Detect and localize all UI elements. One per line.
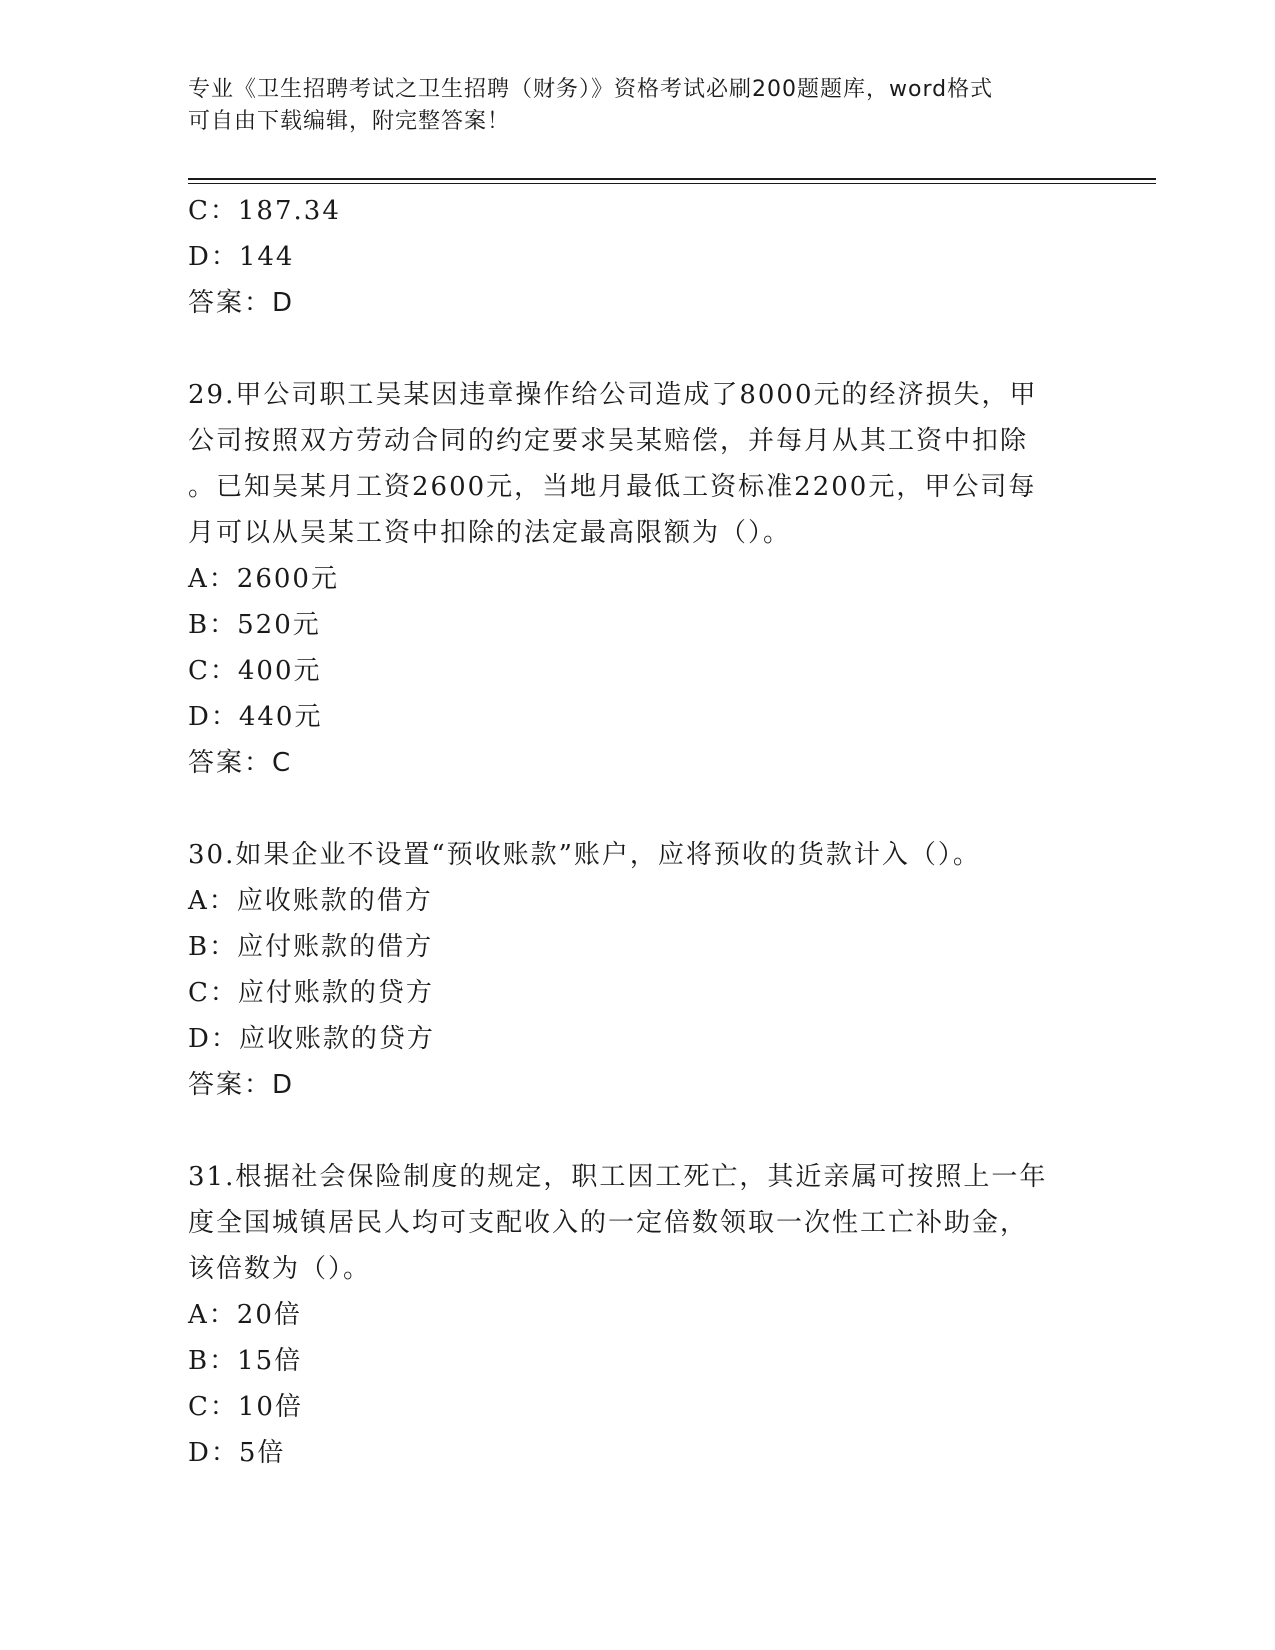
option-b: B：15倍 xyxy=(188,1346,303,1376)
option-b: B：520元 xyxy=(188,610,321,640)
spacer xyxy=(188,326,1088,372)
option-a: A：20倍 xyxy=(188,1300,302,1330)
option-b: B：应付账款的借方 xyxy=(188,932,434,962)
document-header xyxy=(188,74,1068,138)
question-stem-line: 该倍数为（）。 xyxy=(188,1254,372,1284)
question-30 xyxy=(188,832,1088,1108)
prev-question xyxy=(188,188,1088,326)
question-content xyxy=(188,188,1088,1476)
answer-line: 答案：D xyxy=(188,1070,295,1100)
answer-line: 答案：C xyxy=(188,748,293,778)
question-stem-line: 度全国城镇居民人均可支配收入的一定倍数领取一次性工亡补助金， xyxy=(188,1208,1029,1238)
option-c: C：10倍 xyxy=(188,1392,303,1422)
option-c: C：400元 xyxy=(188,656,322,686)
question-stem-line: 公司按照双方劳动合同的约定要求吴某赔偿，并每月从其工资中扣除 xyxy=(188,426,1029,456)
option-d: D：5倍 xyxy=(188,1438,286,1468)
option-a: A：应收账款的借方 xyxy=(188,886,433,916)
question-stem-line: 30.如果企业不设置“预收账款”账户，应将预收的货款计入（）。 xyxy=(188,840,981,870)
question-stem-line: 月可以从吴某工资中扣除的法定最高限额为（）。 xyxy=(188,518,792,548)
header-divider-thick xyxy=(188,178,1156,180)
option-c: C：应付账款的贷方 xyxy=(188,978,434,1008)
option-d: D：440元 xyxy=(188,702,323,732)
option-c: C：187.34 xyxy=(188,196,341,226)
question-stem-line: 31.根据社会保险制度的规定，职工因工死亡，其近亲属可按照上一年 xyxy=(188,1162,1048,1192)
option-d: D：144 xyxy=(188,242,295,272)
question-31 xyxy=(188,1154,1088,1476)
header-line-1: 专业《卫生招聘考试之卫生招聘（财务）》资格考试必刷200题题库，word格式 xyxy=(188,77,994,102)
header-line-2: 可自由下载编辑，附完整答案！ xyxy=(188,109,511,134)
answer-line: 答案：D xyxy=(188,288,295,318)
spacer xyxy=(188,786,1088,832)
question-stem-line: 29.甲公司职工吴某因违章操作给公司造成了8000元的经济损失，甲 xyxy=(188,380,1038,410)
option-a: A：2600元 xyxy=(188,564,339,594)
question-stem-line: 。已知吴某月工资2600元，当地月最低工资标准2200元，甲公司每 xyxy=(188,472,1037,502)
question-29 xyxy=(188,372,1088,786)
spacer xyxy=(188,1108,1088,1154)
header-divider-thin xyxy=(188,183,1156,184)
option-d: D：应收账款的贷方 xyxy=(188,1024,435,1054)
